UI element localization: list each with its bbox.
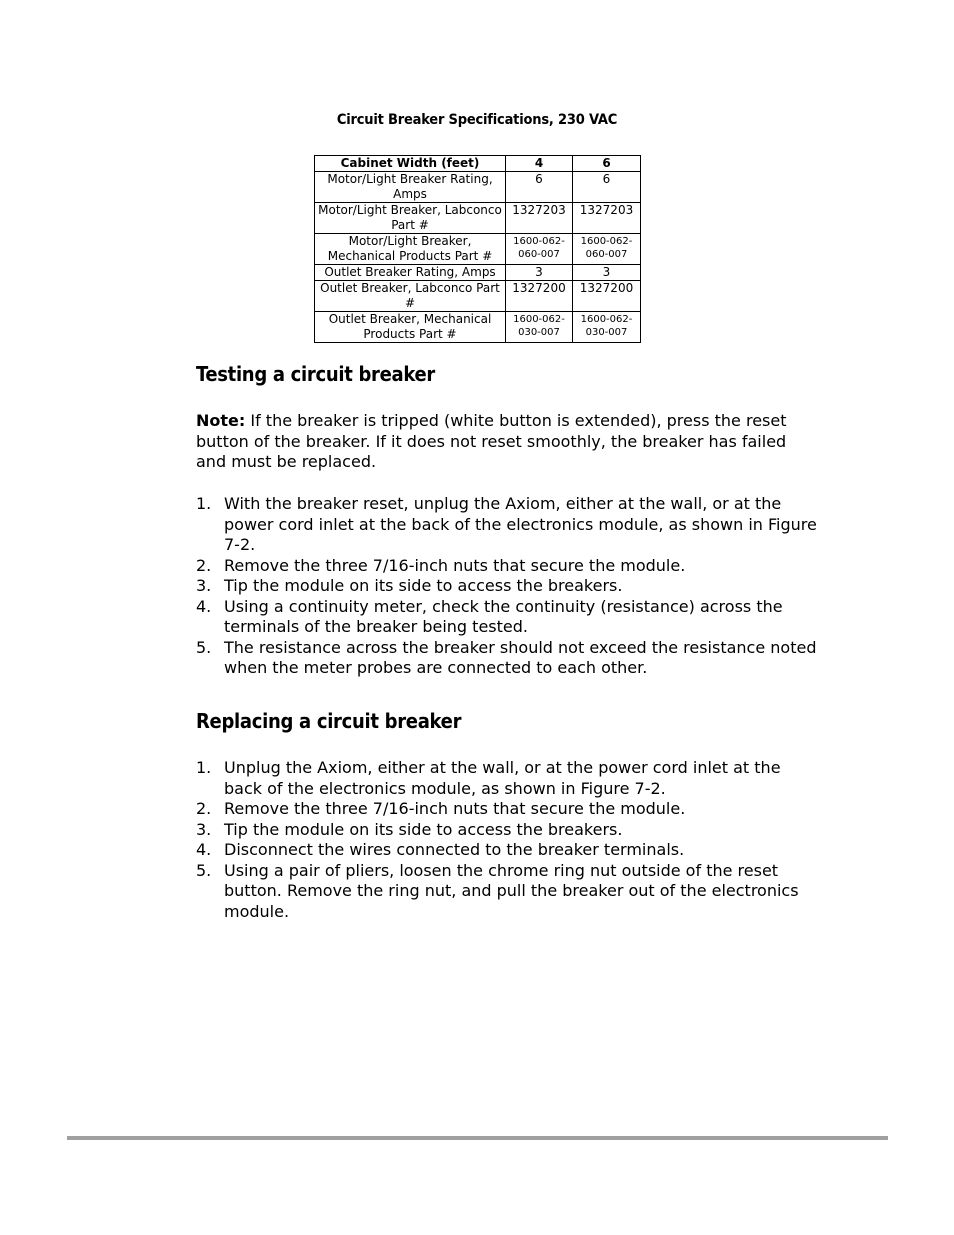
list-item <box>196 556 821 577</box>
row-value-6: 6 <box>573 172 641 203</box>
row-value-6: 1327200 <box>573 281 641 312</box>
row-label: Outlet Breaker Rating, Amps <box>315 265 506 281</box>
replacing-steps-list <box>196 758 821 922</box>
table-row <box>315 172 641 203</box>
row-value-6: 1327203 <box>573 203 641 234</box>
list-item <box>196 799 821 820</box>
step-text: Tip the module on its side to access the breakers. <box>224 819 623 839</box>
row-value-4: 6 <box>506 172 573 203</box>
testing-steps-list <box>196 494 821 679</box>
row-label: Outlet Breaker, Mechanical Products Part # <box>315 312 506 343</box>
replacing-heading: Replacing a circuit breaker <box>196 709 462 733</box>
step-number: 2. <box>196 799 212 818</box>
step-number: 2. <box>196 555 212 575</box>
step-number: 1. <box>196 758 212 777</box>
table-row <box>315 265 641 281</box>
step-number: 4. <box>196 840 212 859</box>
note-label: Note: <box>196 411 246 430</box>
table-header-row <box>315 156 641 172</box>
row-label: Outlet Breaker, Labconco Part # <box>315 281 506 312</box>
step-text: Using a continuity meter, check the continuity (resistance) across the terminals of the breaker being tested. <box>224 596 783 636</box>
row-value-6: 1600-062-030-007 <box>573 312 641 343</box>
list-item <box>196 820 821 841</box>
row-value-6: 3 <box>573 265 641 281</box>
step-text: Remove the three 7/16-inch nuts that secure the module. <box>224 799 686 818</box>
list-item <box>196 494 821 556</box>
table-title: Circuit Breaker Specifications, 230 VAC <box>336 112 618 128</box>
list-item <box>196 576 821 597</box>
step-text: Unplug the Axiom, either at the wall, or at the power cord inlet at the back of the electronics module, as shown in Figure 7-2. <box>224 758 781 798</box>
list-item <box>196 597 821 638</box>
table-row <box>315 203 641 234</box>
step-number: 4. <box>196 596 212 616</box>
row-label: Motor/Light Breaker, Labconco Part # <box>315 203 506 234</box>
table-row <box>315 234 641 265</box>
testing-note <box>196 411 821 473</box>
row-label: Motor/Light Breaker, Mechanical Products Part # <box>315 234 506 265</box>
row-value-6: 1600-062-060-007 <box>573 234 641 265</box>
step-text: With the breaker reset, unplug the Axiom, either at the wall, or at the power cord inlet at the back of the electronics module, as shown in Figure 7-2. <box>224 494 817 554</box>
circuit-breaker-specs-table <box>314 155 641 343</box>
header-width-4: 4 <box>506 156 573 172</box>
step-number: 5. <box>196 637 212 657</box>
header-width-6: 6 <box>573 156 641 172</box>
table-row <box>315 312 641 343</box>
footer-divider <box>67 1136 888 1140</box>
step-number: 5. <box>196 860 212 880</box>
step-text: Using a pair of pliers, loosen the chrome ring nut outside of the reset button. Remove the ring nut, and pull the breaker out of the electronics module. <box>224 860 799 921</box>
note-text: If the breaker is tripped (white button is extended), press the reset button of the breaker. If it does not reset smoothly, the breaker has failed and must be replaced. <box>196 411 787 471</box>
step-text: The resistance across the breaker should not exceed the resistance noted when the meter probes are connected to each other. <box>224 637 817 677</box>
row-value-4: 1600-062-030-007 <box>506 312 573 343</box>
row-value-4: 1327200 <box>506 281 573 312</box>
step-text: Remove the three 7/16-inch nuts that secure the module. <box>224 555 686 575</box>
row-value-4: 1600-062-060-007 <box>506 234 573 265</box>
step-text: Disconnect the wires connected to the breaker terminals. <box>224 840 685 859</box>
list-item <box>196 840 821 861</box>
row-label: Motor/Light Breaker Rating, Amps <box>315 172 506 203</box>
row-value-4: 1327203 <box>506 203 573 234</box>
table-row <box>315 281 641 312</box>
list-item <box>196 638 821 679</box>
list-item <box>196 758 821 799</box>
row-value-4: 3 <box>506 265 573 281</box>
header-cabinet-width: Cabinet Width (feet) <box>315 156 506 172</box>
step-number: 1. <box>196 494 212 513</box>
list-item <box>196 861 821 923</box>
step-text: Tip the module on its side to access the breakers. <box>224 576 623 595</box>
testing-heading: Testing a circuit breaker <box>196 362 435 386</box>
step-number: 3. <box>196 819 212 839</box>
step-number: 3. <box>196 576 212 595</box>
